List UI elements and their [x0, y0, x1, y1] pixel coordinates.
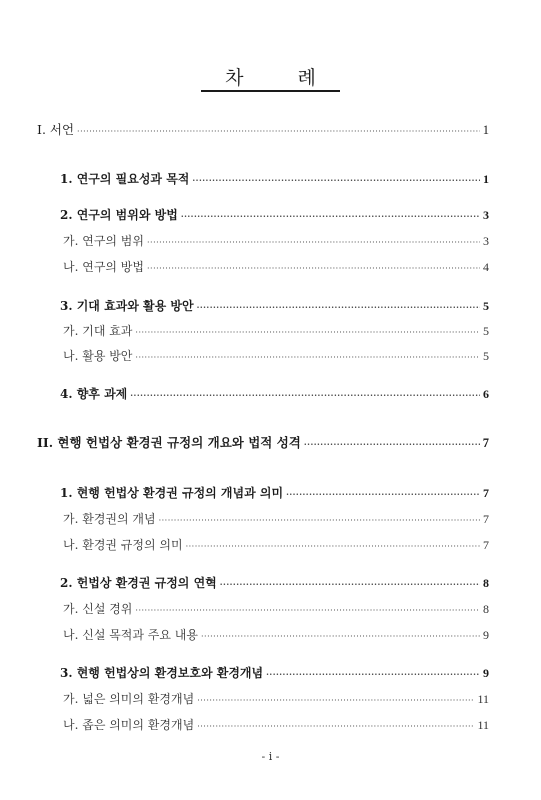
toc-entry-1-1[interactable]: [60, 170, 489, 188]
leader-dots: [130, 386, 480, 404]
leader-dots: [186, 538, 480, 556]
toc-entry-page: 11: [477, 692, 489, 706]
toc-entry-page: 6: [483, 387, 489, 401]
toc-entry-page: 1: [483, 172, 489, 186]
toc-entry-1-2-a[interactable]: [63, 232, 489, 250]
toc-entry-1-2[interactable]: [60, 206, 489, 224]
toc-entry-page: 7: [482, 436, 489, 450]
toc-entry-section-2[interactable]: [37, 434, 489, 452]
toc-entry-1-3[interactable]: [60, 297, 489, 315]
toc-entry-page: 5: [483, 349, 489, 363]
toc-entry-label: 나. 좁은 의미의 환경개념: [63, 718, 195, 732]
toc-entry-2-2-b[interactable]: [63, 626, 489, 644]
leader-dots: [197, 692, 474, 710]
toc-entry-label: 1. 연구의 필요성과 목적: [60, 172, 190, 186]
toc-entry-2-2-a[interactable]: [63, 600, 489, 618]
leader-dots: [77, 123, 480, 141]
toc-entry-page: 9: [483, 666, 489, 680]
leader-dots: [135, 324, 480, 342]
leader-dots: [286, 485, 480, 503]
toc-entry-2-3-a[interactable]: [63, 690, 489, 708]
toc-entry-page: 7: [483, 512, 489, 526]
toc-entry-label: 가. 넓은 의미의 환경개념: [63, 692, 195, 706]
toc-entry-page: 11: [477, 718, 489, 732]
toc-entry-2-1-b[interactable]: [63, 536, 489, 554]
toc-entry-label: 나. 환경권 규정의 의미: [63, 538, 183, 552]
toc-entry-2-3-b[interactable]: [63, 716, 489, 734]
toc-entry-label: 나. 신설 목적과 주요 내용: [63, 628, 198, 642]
toc-entry-label: 나. 활용 방안: [63, 349, 133, 363]
toc-entry-section-1[interactable]: [37, 121, 489, 139]
toc-entry-page: 9: [483, 628, 489, 642]
toc-entry-2-2[interactable]: [60, 574, 489, 592]
toc-entry-1-3-b[interactable]: [63, 347, 489, 365]
toc-entry-2-1-a[interactable]: [63, 510, 489, 528]
toc-entry-page: 8: [483, 576, 489, 590]
toc-entry-label: 가. 연구의 범위: [63, 234, 144, 248]
leader-dots: [197, 718, 474, 736]
toc-entry-page: 8: [483, 602, 489, 616]
toc-entry-page: 5: [483, 324, 489, 338]
toc-entry-1-2-b[interactable]: [63, 258, 489, 276]
toc-entry-label: II. 현행 헌법상 환경권 규정의 개요와 법적 성격: [37, 435, 301, 450]
toc-entry-label: 가. 신설 경위: [63, 602, 133, 616]
toc-entry-label: 나. 연구의 방법: [63, 260, 144, 274]
toc-entry-label: 2. 연구의 범위와 방법: [60, 208, 178, 222]
toc-entry-label: 가. 기대 효과: [63, 324, 133, 338]
leader-dots: [147, 260, 480, 278]
leader-dots: [181, 207, 480, 225]
leader-dots: [197, 298, 480, 316]
toc-entry-page: 4: [483, 260, 489, 274]
leader-dots: [135, 349, 480, 367]
leader-dots: [192, 171, 480, 189]
toc-entry-label: 3. 현행 헌법상의 환경보호와 환경개념: [60, 666, 264, 680]
leader-dots: [147, 234, 480, 252]
toc-entry-label: 4. 향후 과제: [60, 387, 128, 401]
toc-entry-2-1[interactable]: [60, 484, 489, 502]
leader-dots: [201, 628, 480, 646]
leader-dots: [135, 602, 480, 620]
toc-entry-label: 3. 기대 효과와 활용 방안: [60, 299, 194, 313]
toc-title-text: 차 례: [201, 67, 340, 92]
toc-entry-page: 3: [483, 208, 489, 222]
toc-entry-page: 7: [483, 538, 489, 552]
toc-entry-label: I. 서언: [37, 122, 75, 137]
toc-entry-1-3-a[interactable]: [63, 322, 489, 340]
toc-entry-page: 3: [483, 234, 489, 248]
toc-entry-label: 2. 헌법상 환경권 규정의 연혁: [60, 576, 217, 590]
toc-entry-page: 1: [482, 123, 489, 137]
toc-entry-label: 가. 환경권의 개념: [63, 512, 156, 526]
leader-dots: [220, 575, 480, 593]
page-number-footer: - i -: [261, 750, 280, 763]
toc-entry-label: 1. 현행 헌법상 환경권 규정의 개념과 의미: [60, 486, 284, 500]
toc-entry-page: 5: [483, 299, 489, 313]
leader-dots: [159, 512, 480, 530]
leader-dots: [266, 665, 480, 683]
toc-entry-page: 7: [483, 486, 489, 500]
toc-entry-1-4[interactable]: [60, 385, 489, 403]
toc-entry-2-3[interactable]: [60, 664, 489, 682]
leader-dots: [304, 435, 480, 453]
